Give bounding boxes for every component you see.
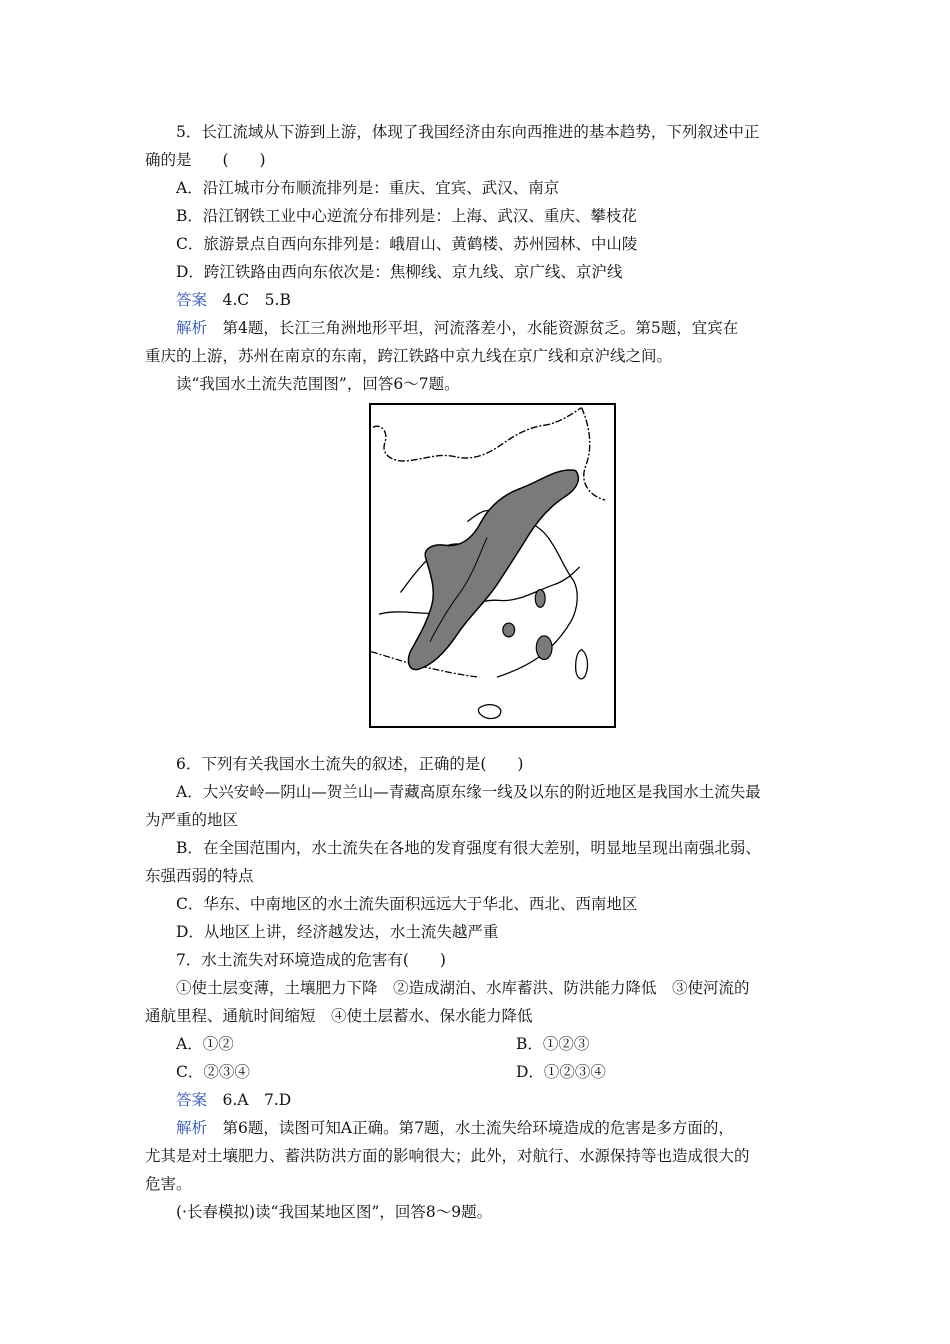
q6-stem: 6．下列有关我国水土流失的叙述，正确的是( ) [176,755,524,773]
analysis-1-line1 [145,314,810,342]
answer-2 [145,1086,810,1114]
soil-erosion-map [369,403,616,728]
q7-option-b: B．①②③ [516,1035,590,1053]
analysis-text: 第6题，读图可知A正确。第7题，水土流失给环境造成的危害是多方面的， [207,1119,734,1137]
analysis-label: 解析 [176,1119,208,1137]
q7-options-row2 [145,1058,810,1086]
q6-option-b-line1: B．在全国范围内，水土流失在各地的发育强度有很大差别，明显地呈现出南强北弱、 [176,839,761,857]
q5-stem-line1: 5．长江流域从下游到上游，体现了我国经济由东向西推进的基本趋势，下列叙述中正 [176,123,760,141]
q7-items-line1: ①使土层变薄，土壤肥力下降 ②造成湖泊、水库蓄洪、防洪能力降低 ③使河流的 [176,979,750,997]
hainan-island [478,705,500,719]
taiwan-island [576,650,588,679]
q6-option-b-line2: 东强西弱的特点 [145,867,254,885]
lake-3 [536,636,552,660]
q5-option-b: B．沿江钢铁工业中心逆流分布排列是：上海、武汉、重庆、攀枝花 [176,207,637,225]
q5-option-c: C．旅游景点自西向东排列是：峨眉山、黄鹤楼、苏州园林、中山陵 [176,235,638,253]
analysis-2-line3: 危害。 [145,1175,192,1193]
china-map-svg [371,405,614,726]
q7-stem: 7．水土流失对环境造成的危害有( ) [176,951,446,969]
lake-1 [535,590,545,608]
answer-1 [145,286,810,314]
northeast-border [582,408,606,500]
northern-border [373,408,582,461]
q6-option-c: C．华东、中南地区的水土流失面积远远大于华北、西北、西南地区 [176,895,638,913]
q7-option-d: D．①②③④ [516,1063,606,1081]
analysis-label: 解析 [176,319,208,337]
read-instruction-2: (·长春模拟)读“我国某地区图”，回答8～9题。 [176,1203,493,1221]
q6-option-a-line2: 为严重的地区 [145,811,239,829]
q7-option-c: C．②③④ [176,1063,250,1081]
answer-text: 6.A 7.D [207,1091,292,1109]
q5-option-d: D．跨江铁路由西向东依次是：焦柳线、京九线、京广线、京沪线 [176,263,623,281]
q5-option-a: A．沿江城市分布顺流排列是：重庆、宜宾、武汉、南京 [176,179,560,197]
q5-stem-line2: 确的是 ( ) [145,151,266,169]
answer-label: 答案 [176,291,208,309]
q7-options-row1 [145,1030,810,1058]
answer-text: 4.C 5.B [207,291,291,309]
q7-option-a: A．①② [176,1035,234,1053]
answer-label: 答案 [176,1091,208,1109]
q6-option-a-line1: A．大兴安岭—阴山—贺兰山—青藏高原东缘一线及以东的附近地区是我国水土流失最 [176,783,761,801]
erosion-zone [408,470,578,670]
q7-items-line2: 通航里程、通航时间缩短 ④使土层蓄水、保水能力降低 [145,1007,533,1025]
read-instruction-1: 读“我国水土流失范围图”，回答6～7题。 [176,375,460,393]
analysis-2-line1 [145,1114,810,1142]
analysis-2-line2: 尤其是对土壤肥力、蓄洪防洪方面的影响很大；此外，对航行、水源保持等也造成很大的 [145,1147,750,1165]
lake-2 [503,623,515,637]
analysis-1-line2: 重庆的上游，苏州在南京的东南，跨江铁路中京九线在京广线和京沪线之间。 [145,347,673,365]
q6-option-d: D．从地区上讲，经济越发达，水土流失越严重 [176,923,499,941]
analysis-text: 第4题，长江三角洲地形平坦，河流落差小，水能资源贫乏。第5题，宜宾在 [207,319,739,337]
